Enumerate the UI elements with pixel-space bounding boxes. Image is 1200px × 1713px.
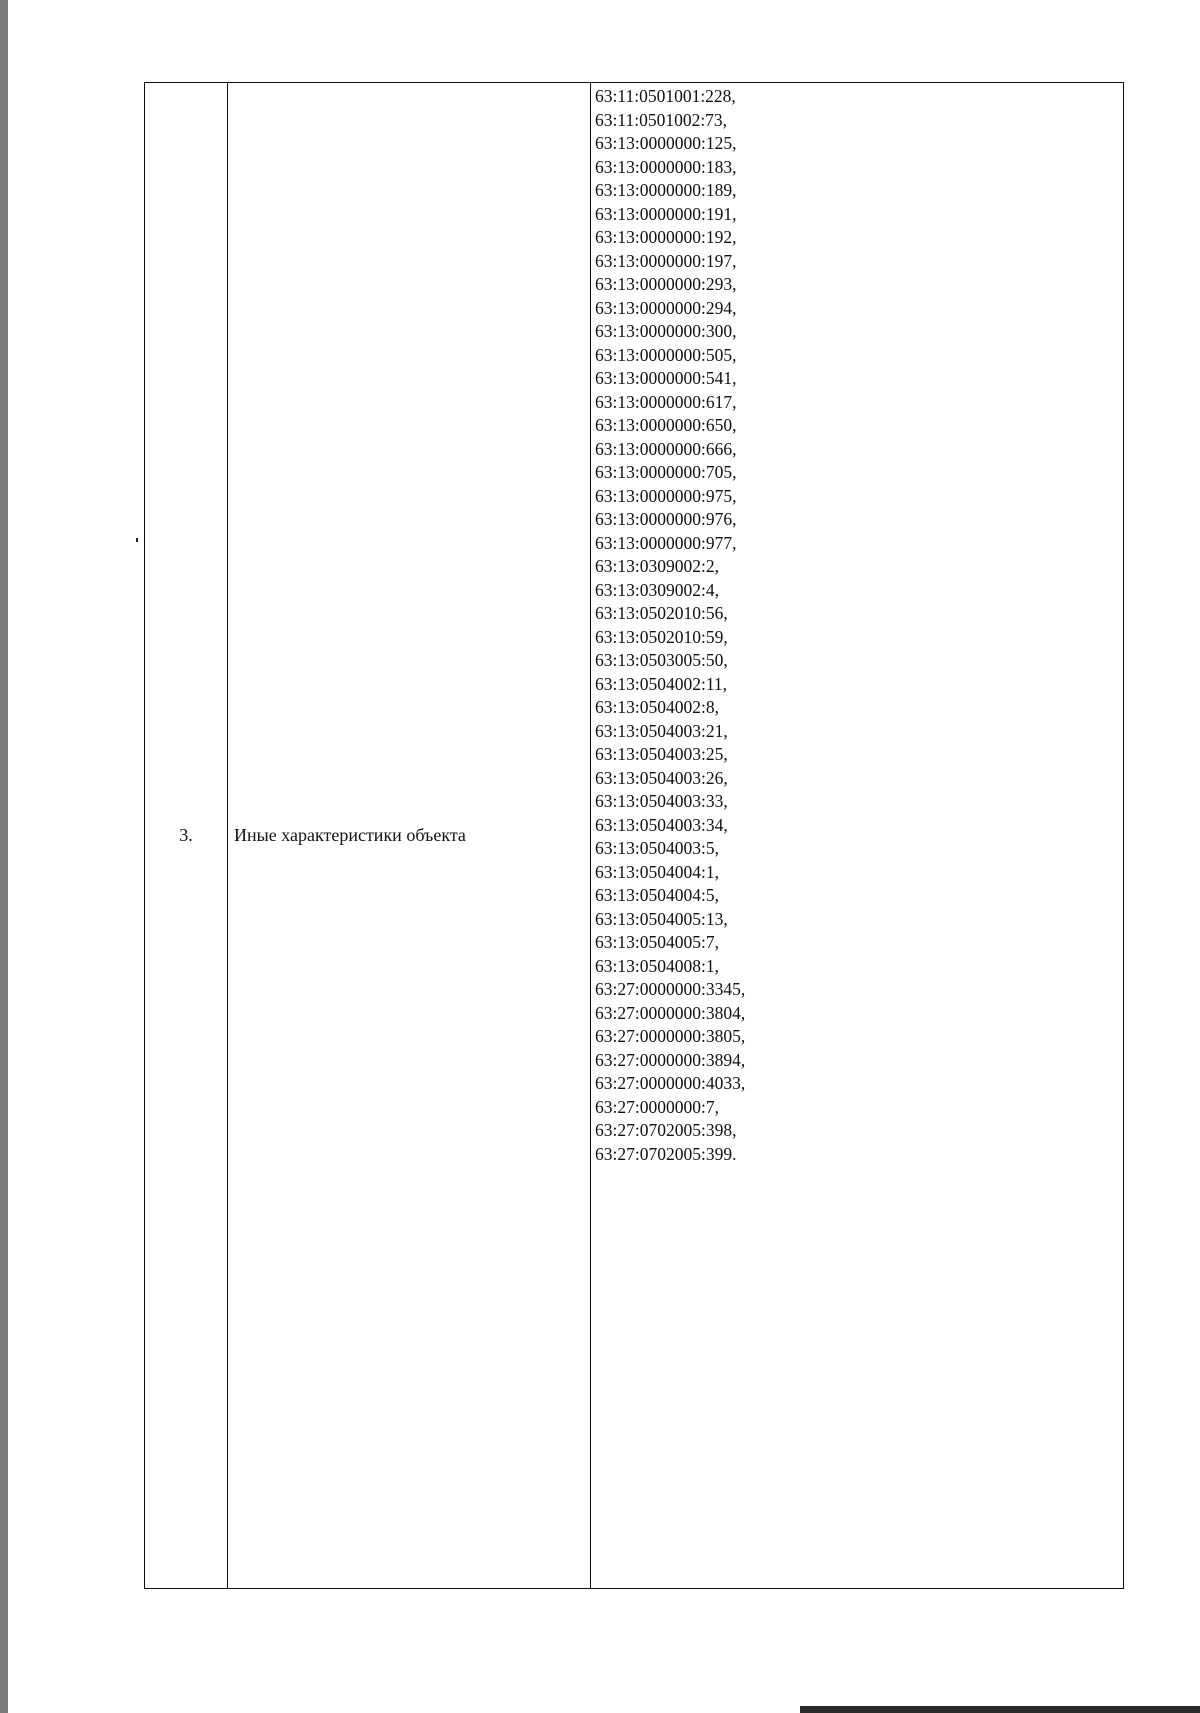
cadastral-number: 63:13:0504003:33, xyxy=(595,791,728,811)
cadastral-number: 63:13:0504004:1, xyxy=(595,861,719,882)
cadastral-number-list xyxy=(595,85,1123,1166)
cadastral-number: 63:27:0702005:398, xyxy=(595,1120,737,1140)
cadastral-number: 63:13:0000000:705, xyxy=(595,462,737,482)
cadastral-number: 63:13:0504003:34, xyxy=(595,814,728,835)
cadastral-number: 63:13:0504004:5, xyxy=(595,885,719,905)
characteristics-table xyxy=(144,82,1124,1589)
characteristic-value xyxy=(591,83,1124,1589)
cadastral-number: 63:13:0309002:4, xyxy=(595,579,719,600)
cadastral-number: 63:13:0504003:21, xyxy=(595,720,728,741)
cadastral-number: 63:13:0000000:294, xyxy=(595,297,737,318)
cadastral-number: 63:13:0000000:975, xyxy=(595,485,737,506)
cadastral-number: 63:13:0503005:50, xyxy=(595,650,728,670)
cadastral-number: 63:13:0502010:59, xyxy=(595,626,728,647)
cadastral-number: 63:27:0000000:3805, xyxy=(595,1026,746,1046)
cadastral-number: 63:13:0000000:976, xyxy=(595,509,737,529)
cadastral-number: 63:13:0000000:666, xyxy=(595,438,737,459)
cadastral-number: 63:27:0000000:3345, xyxy=(595,979,746,999)
cadastral-number: 63:13:0000000:192, xyxy=(595,227,737,247)
characteristic-name: Иные характеристики объекта xyxy=(228,83,591,1589)
cadastral-number: 63:13:0000000:189, xyxy=(595,180,737,200)
cadastral-number: 63:13:0000000:541, xyxy=(595,368,737,388)
cadastral-number: 63:13:0502010:56, xyxy=(595,603,728,623)
scan-edge-shadow xyxy=(0,0,8,1713)
cadastral-number: 63:13:0000000:505, xyxy=(595,344,737,365)
cadastral-number: 63:13:0504003:5, xyxy=(595,838,719,858)
cadastral-number: 63:13:0504003:26, xyxy=(595,767,728,788)
cadastral-number: 63:27:0702005:399. xyxy=(595,1143,737,1164)
row-number: 3. xyxy=(145,83,228,1589)
table-row xyxy=(145,83,1124,1589)
cadastral-number: 63:13:0000000:650, xyxy=(595,415,737,435)
cadastral-number: 63:27:0000000:3804, xyxy=(595,1002,746,1023)
cadastral-number: 63:13:0000000:183, xyxy=(595,156,737,177)
cadastral-number: 63:13:0504005:13, xyxy=(595,908,728,929)
cadastral-number: 63:13:0000000:300, xyxy=(595,321,737,341)
cadastral-number: 63:13:0504008:1, xyxy=(595,955,719,976)
cadastral-number: 63:27:0000000:7, xyxy=(595,1096,719,1117)
cadastral-number: 63:11:0501002:73, xyxy=(595,109,728,130)
scan-speck xyxy=(136,538,138,542)
cadastral-number: 63:27:0000000:4033, xyxy=(595,1073,746,1093)
cadastral-number: 63:13:0504002:11, xyxy=(595,673,728,694)
cadastral-number: 63:13:0000000:977, xyxy=(595,532,737,553)
cadastral-number: 63:13:0000000:617, xyxy=(595,391,737,412)
cadastral-number: 63:13:0504005:7, xyxy=(595,932,719,952)
cadastral-number: 63:13:0000000:197, xyxy=(595,250,737,271)
scan-bottom-edge xyxy=(800,1706,1200,1713)
cadastral-number: 63:13:0309002:2, xyxy=(595,556,719,576)
cadastral-number: 63:13:0000000:293, xyxy=(595,274,737,294)
cadastral-number: 63:13:0504002:8, xyxy=(595,697,719,717)
cadastral-number: 63:13:0000000:191, xyxy=(595,203,737,224)
cadastral-number: 63:13:0504003:25, xyxy=(595,744,728,764)
cadastral-number: 63:27:0000000:3894, xyxy=(595,1049,746,1070)
cadastral-number: 63:13:0000000:125, xyxy=(595,133,737,153)
cadastral-number: 63:11:0501001:228, xyxy=(595,86,736,106)
